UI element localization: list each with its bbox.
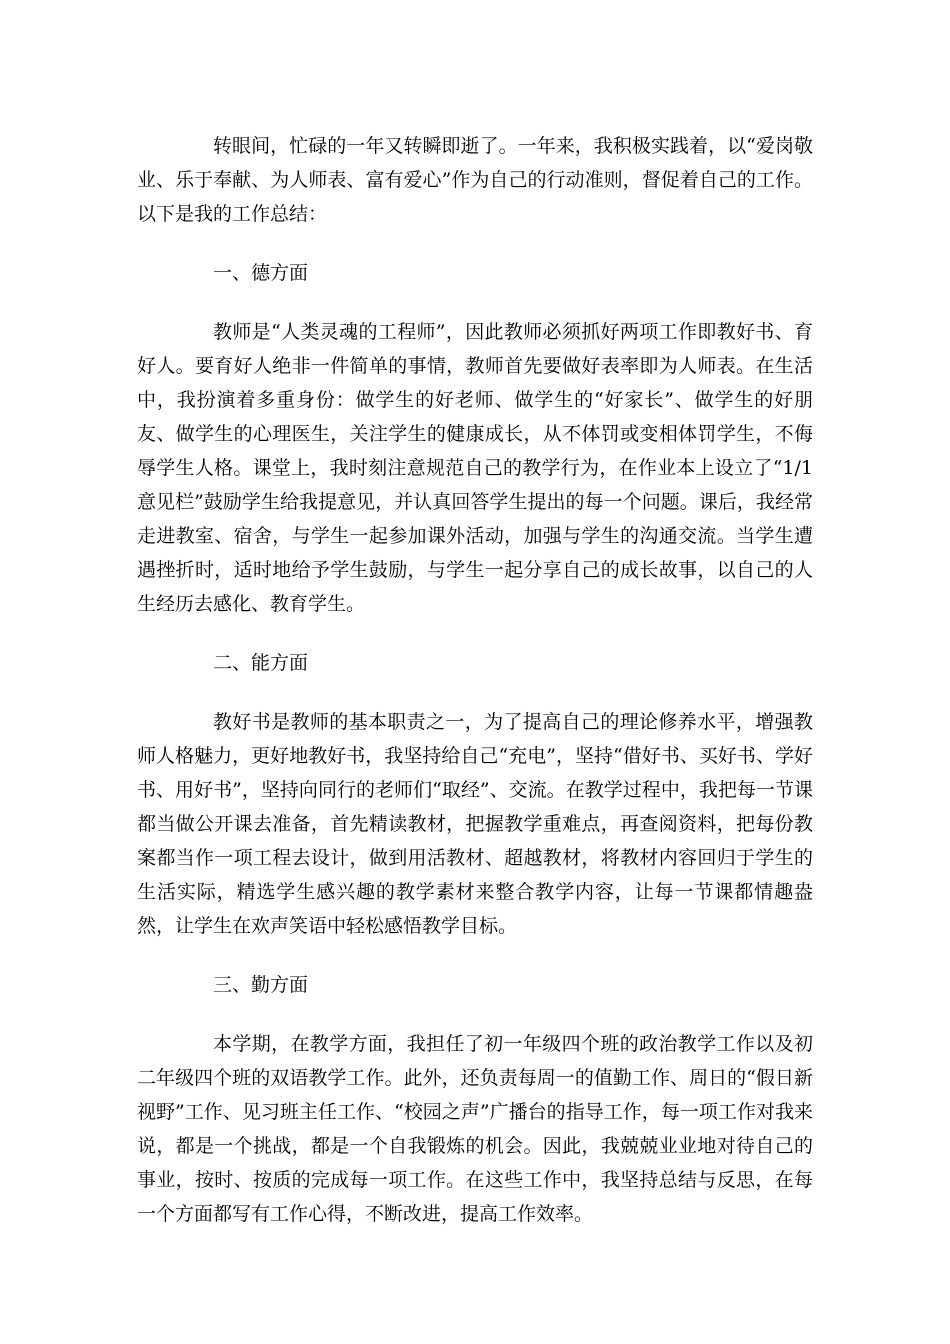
section-body-neng: 教好书是教师的基本职责之一，为了提高自己的理论修养水平，增强教师人格魅力，更好地教好书，我坚持给自己“充电”，坚持“借好书、买好书、学好书、用好书”，坚持向同行的老师们“取经”、交流。在教学过程中，我把每一节课都当做公开课去准备，首先精读教材，把握教学重难点，再查阅资料，把每份教案都当作一项工程去设计，做到用活教材、超越教材，将教材内容回归于学生的生活实际，精选学生感兴趣的教学素材来整合教学内容，让每一节课都情趣盎然，让学生在欢声笑语中轻松感悟教学目标。 (137, 711, 813, 937)
intro-paragraph: 转眼间，忙碌的一年又转瞬即逝了。一年来，我积极实践着，以“爱岗敬业、乐于奉献、为人师表、富有爱心”作为自己的行动准则，督促着自己的工作。以下是我的工作总结： (137, 135, 813, 225)
section-heading-de: 一、德方面 (213, 262, 309, 284)
section-body-de: 教师是“人类灵魂的工程师”，因此教师必须抓好两项工作即教好书、育好人。要育好人绝非一件简单的事情，教师首先要做好表率即为人师表。在生活中，我扮演着多重身份：做学生的好老师、做学生的“好家长”、做学生的好朋友、做学生的心理医生，关注学生的健康成长，从不体罚或变相体罚学生，不侮辱学生人格。课堂上，我时刻注意规范自己的教学行为，在作业本上设立了“1/1 意见栏”鼓励学生给我提意见，并认真回答学生提出的每一个问题。课后，我经常走进教室、宿舍，与学生一起参加课外活动，加强与学生的沟通交流。当学生遭遇挫折时，适时地给予学生鼓励，与学生一起分享自己的成长故事，以自己的人生经历去感化、教育学生。 (137, 321, 813, 615)
document-body (137, 129, 813, 1231)
section-heading-neng: 二、能方面 (213, 652, 309, 674)
section-body-qin: 本学期，在教学方面，我担任了初一年级四个班的政治教学工作以及初二年级四个班的双语教学工作。此外，还负责每周一的值勤工作、周日的“假日新视野”工作、见习班主任工作、“校园之声”广播台的指导工作，每一项工作对我来说，都是一个挑战，都是一个自我锻炼的机会。因此，我兢兢业业地对待自己的事业，按时、按质的完成每一项工作。在这些工作中，我坚持总结与反思，在每一个方面都写有工作心得，不断改进，提高工作效率。 (137, 1033, 813, 1225)
section-heading-qin: 三、勤方面 (213, 974, 309, 996)
